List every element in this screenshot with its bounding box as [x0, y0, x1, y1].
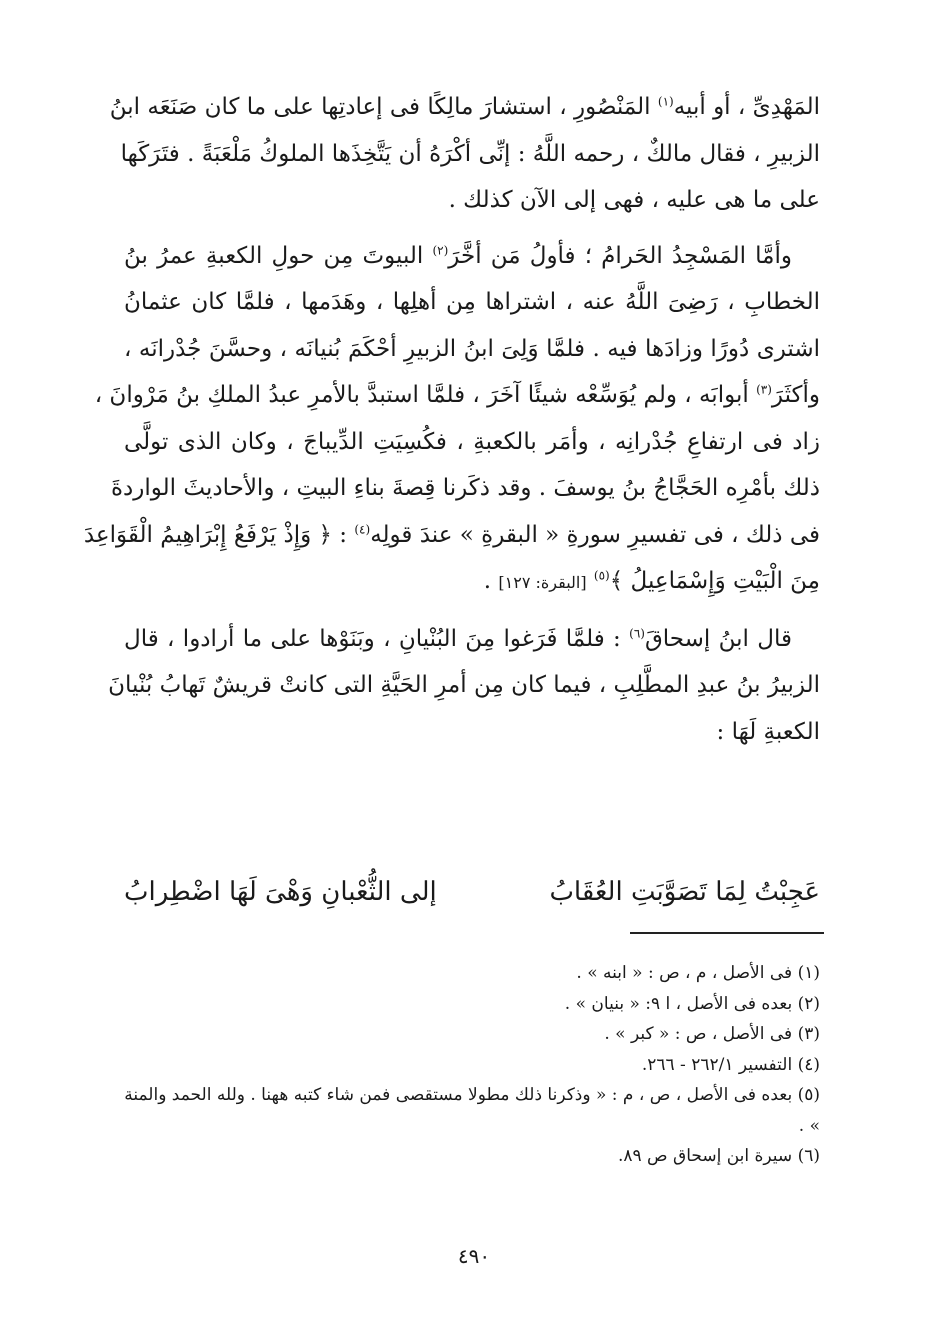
- footnote-separator: [630, 932, 824, 934]
- text-line: ذلك بأمْرِه الحَجَّاجُ بنُ يوسفَ . وقد ذكَرنا قِصةَ بناءِ البيتِ ، والأحاديثَ الواردةَ: [110, 475, 820, 501]
- text-line: قال ابنُ إسحاقَ$^{(٦)}$ : فلمَّا فَرَغوا مِنَ البُنْيانِ ، وبَنَوْها على ما أرادوا ، قال: [124, 625, 792, 652]
- text-line: فى ذلك ، فى تفسيرِ سورةِ « البقرةِ » عندَ قولِه$^{(٤)}$ : ﴿ وَإِذْ يَرْفَعُ إِبْرَاهِيمُ الْقَوَاعِدَ: [83, 521, 820, 548]
- footnote-marker: (٦): [629, 625, 645, 640]
- verse-first-hemistich: عَجِبْتُ لِمَا تَصَوَّبَتِ العُقَابُ: [549, 877, 820, 907]
- quran-reference: [البقرة: ١٢٧]: [498, 573, 587, 592]
- text-line: المَهْدِىِّ ، أو أبيه$^{(١)}$ المَنْصُورِ ، استشارَ مالِكًا فى إعادتِها على ما كان صَنَعَه ابنُ: [109, 94, 820, 120]
- paragraph-1: [109, 84, 820, 224]
- footnote-item: (٥) بعده فى الأصل ، ص ، م : « وذكرنا ذلك مطولا مستقصى فمن شاء كتبه ههنا . ولله الحمد والمنة » .: [124, 1085, 820, 1136]
- paragraph-3: [108, 616, 820, 756]
- footnote-marker: (٤): [354, 521, 371, 536]
- text-line: مِنَ الْبَيْتِ وَإِسْمَاعِيلُ ﴾$^{(٥)}$ [البقرة: ١٢٧] .: [483, 568, 820, 594]
- poetry-verse: [124, 872, 820, 912]
- footnote-marker: (١): [657, 94, 674, 109]
- verse-second-hemistich: إلى الثُّعْبانِ وَهْىَ لَهَا اضْطِرابُ: [124, 877, 437, 907]
- text-line: وأمَّا المَسْجِدُ الحَرامُ ؛ فأولُ مَن أخَّرَ$^{(٢)}$ البيوتَ مِن حولِ الكعبةِ عمرُ بنُ: [124, 242, 792, 269]
- footnote-item: (٤) التفسير ٢٦٢/١ - ٢٦٦.: [641, 1054, 820, 1075]
- text-line: الزبيرِ ، فقال مالكٌ ، رحمه اللَّهُ : إنِّى أكْرَهُ أن يَتَّخِذَها الملوكُ مَلْعَبَةً . فتَرَكَها: [120, 140, 820, 167]
- main-text: [83, 84, 820, 764]
- footnotes: [120, 958, 820, 1172]
- footnote-item: (٣) فى الأصل ، ص : « كبر » .: [604, 1024, 820, 1044]
- footnote-marker: (٣): [756, 382, 772, 397]
- text-line: وأكثَرَ$^{(٣)}$ أبوابَه ، ولم يُوَسِّعْه شيئًا آخَرَ ، فلمَّا استبدَّ بالأمرِ عبدُ الملكِ بنُ مَرْوانَ ،: [94, 382, 820, 408]
- text-line: الكعبةِ لَهَا :: [716, 718, 820, 745]
- footnote-item: (١) فى الأصل ، م ، ص : « ابنه » .: [576, 963, 820, 983]
- footnote-marker: (٥): [593, 568, 610, 583]
- footnote-item: (٦) سيرة ابن إسحاق ص ٨٩.: [617, 1146, 820, 1166]
- footnote-marker: (٢): [432, 242, 449, 257]
- page-number: ٤٩٠: [457, 1244, 491, 1268]
- text-line: الزبيرُ بنُ عبدِ المطَّلِبِ ، فيما كان مِن أمرِ الحَيَّةِ التى كانتْ قريشٌ تَهابُ بُنْيانَ: [108, 672, 820, 698]
- paragraph-2: [83, 233, 820, 607]
- text-line: زاد فى ارتفاعِ جُدْرانِه ، وأمَر بالكعبةِ ، فكُسِيَتِ الدِّيباجَ ، وكان الذى تولَّى: [124, 428, 820, 455]
- text-line: الخطابِ ، رَضِىَ اللَّهُ عنه ، اشتراها مِن أهلِها ، وهَدَمها ، فلمَّا كان عثمانُ: [124, 289, 820, 315]
- text-line: اشترى دُورًا وزادَها فيه . فلمَّا وَلِىَ ابنُ الزبيرِ أحْكَمَ بُنيانَه ، وحسَّنَ جُدْرانَه ،: [124, 335, 820, 362]
- footnote-item: (٢) بعده فى الأصل ، ا ٩: « بنيان » .: [564, 993, 820, 1014]
- text-line: على ما هى عليه ، فهى إلى الآن كذلك .: [448, 187, 820, 213]
